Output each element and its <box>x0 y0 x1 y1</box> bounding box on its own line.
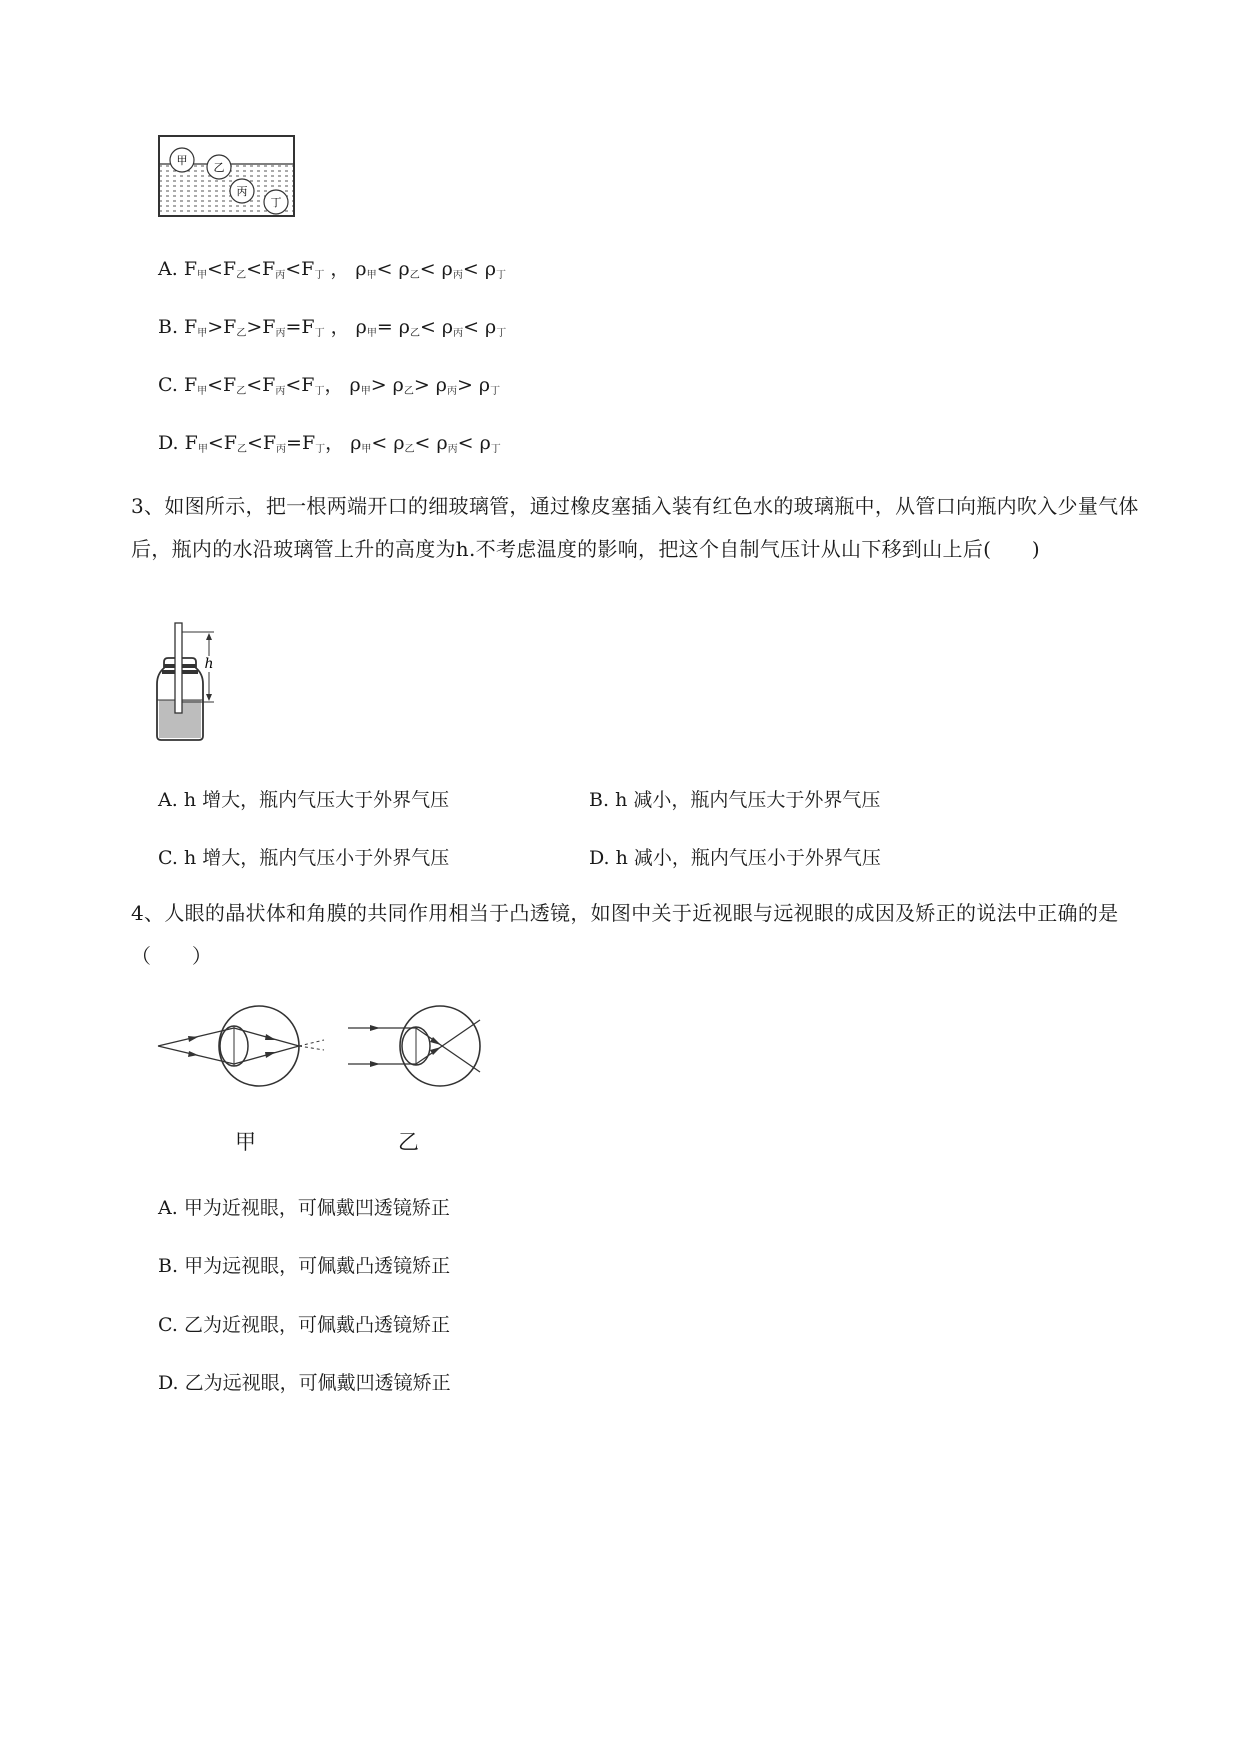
q4-stem: 4、人眼的晶状体和角膜的共同作用相当于凸透镜，如图中关于近视眼与远视眼的成因及矫正的说法中正确的是（ ） <box>131 901 1119 968</box>
option-text: h 增大，瓶内气压大于外界气压 <box>183 789 450 811</box>
q3-stem: 3、如图所示，把一根两端开口的细玻璃管，通过橡皮塞插入装有红色水的玻璃瓶中，从管口向瓶内吹入少量气体后，瓶内的水沿玻璃管上升的高度为h.不考虑温度的影响，把这个自制气压计从山下移到山上后( ) <box>131 494 1139 561</box>
option-subscript: 乙 <box>404 444 415 455</box>
option-subscript: 丙 <box>452 270 463 281</box>
option-letter: B. <box>158 316 185 338</box>
option-subscript: 乙 <box>236 386 247 397</box>
option-subscript: 丁 <box>314 328 325 339</box>
option-text: <F <box>207 258 237 280</box>
option-subscript: 丁 <box>496 270 506 281</box>
option-text: < ρ <box>419 258 453 280</box>
option-subscript: 乙 <box>409 270 420 281</box>
option-text: ， ρ <box>325 432 362 454</box>
figure-caption-yi: 乙 <box>398 1130 419 1154</box>
q3-option-a[interactable] <box>158 785 449 812</box>
option-letter: A. <box>158 789 178 811</box>
q4-option-d[interactable] <box>158 1368 451 1395</box>
option-letter: D. <box>158 1372 179 1394</box>
option-subscript: 丁 <box>315 444 326 455</box>
option-subscript: 丁 <box>314 270 325 281</box>
option-text: <F <box>207 374 237 396</box>
ball-label-ding: 丁 <box>270 196 282 209</box>
option-subscript: 乙 <box>236 270 247 281</box>
option-letter: D. <box>589 847 610 869</box>
q2-figure-tank <box>158 134 298 220</box>
option-text: <F <box>246 258 276 280</box>
option-subscript: 乙 <box>409 328 420 339</box>
option-subscript: 甲 <box>197 386 208 397</box>
option-subscript: 乙 <box>403 386 414 397</box>
option-text: <F <box>207 432 237 454</box>
option-subscript: 甲 <box>197 444 208 455</box>
option-text: < ρ <box>371 432 405 454</box>
option-text: ， ρ <box>324 258 367 280</box>
option-subscript: 丁 <box>314 386 325 397</box>
q2-option-c[interactable] <box>158 370 500 397</box>
q2-option-b[interactable] <box>158 312 506 339</box>
option-letter: A. <box>158 1197 178 1219</box>
option-text: ， ρ <box>324 316 367 338</box>
option-subscript: 丙 <box>446 386 457 397</box>
option-text: F <box>183 374 198 396</box>
option-text: 乙为远视眼，可佩戴凹透镜矫正 <box>184 1372 451 1394</box>
option-text: >F <box>207 316 237 338</box>
option-subscript: 丙 <box>453 328 464 339</box>
option-text: < ρ <box>376 258 410 280</box>
option-subscript: 丙 <box>275 386 286 397</box>
q3-option-d[interactable] <box>589 843 881 870</box>
q3-figure-barometer <box>150 622 230 744</box>
option-letter: B. <box>158 1255 179 1277</box>
ball-label-bing: 丙 <box>236 185 248 198</box>
option-text: F <box>183 258 197 280</box>
option-subscript: 甲 <box>197 270 207 281</box>
option-text: ， ρ <box>324 374 361 396</box>
ball-label-jia: 甲 <box>176 154 188 167</box>
q4-figure-eyes <box>154 990 494 1102</box>
option-subscript: 丙 <box>447 444 458 455</box>
h-label: h <box>204 656 214 672</box>
option-letter: C. <box>158 1314 178 1336</box>
option-subscript: 丙 <box>275 270 286 281</box>
option-text: > ρ <box>370 374 404 396</box>
q3-option-b[interactable] <box>589 785 880 812</box>
option-text: F <box>184 316 198 338</box>
option-text: <F <box>246 432 277 454</box>
option-letter: B. <box>589 789 610 811</box>
option-letter: A. <box>158 258 184 280</box>
option-text: > ρ <box>413 374 447 396</box>
option-subscript: 甲 <box>360 386 371 397</box>
option-text: >F <box>246 316 276 338</box>
option-subscript: 甲 <box>197 328 208 339</box>
option-subscript: 甲 <box>361 444 372 455</box>
option-letter: C. <box>158 847 178 869</box>
ball-label-yi: 乙 <box>213 161 225 174</box>
option-text: = ρ <box>376 316 410 338</box>
option-text: < ρ <box>414 432 448 454</box>
option-subscript: 甲 <box>366 270 377 281</box>
option-text: h 减小，瓶内气压小于外界气压 <box>615 847 881 869</box>
q4-option-a[interactable] <box>158 1193 450 1220</box>
option-text: =F <box>285 316 315 338</box>
option-text: < ρ <box>457 432 491 454</box>
option-text: <F <box>246 374 276 396</box>
option-text: <F <box>285 374 315 396</box>
option-subscript: 丙 <box>276 444 287 455</box>
option-text: 甲为远视眼，可佩戴凸透镜矫正 <box>184 1255 451 1277</box>
option-text: h 减小，瓶内气压大于外界气压 <box>615 789 881 811</box>
option-letter: C. <box>158 374 184 396</box>
option-text: =F <box>286 432 316 454</box>
option-subscript: 乙 <box>236 444 247 455</box>
option-letter: D. <box>158 432 185 454</box>
q4-option-c[interactable] <box>158 1310 450 1337</box>
option-subscript: 丁 <box>496 328 507 339</box>
option-text: h 增大，瓶内气压小于外界气压 <box>183 847 450 869</box>
option-subscript: 乙 <box>236 328 247 339</box>
q2-option-a[interactable] <box>158 254 506 281</box>
option-text: > ρ <box>456 374 491 396</box>
option-text: <F <box>285 258 315 280</box>
q3-option-c[interactable] <box>158 843 449 870</box>
q4-option-b[interactable] <box>158 1251 450 1278</box>
option-text: < ρ <box>463 316 497 338</box>
option-subscript: 甲 <box>366 328 377 339</box>
option-subscript: 丁 <box>490 444 501 455</box>
option-text: < ρ <box>462 258 496 280</box>
option-subscript: 丁 <box>490 386 501 397</box>
option-subscript: 丙 <box>275 328 286 339</box>
q2-option-d[interactable] <box>158 428 501 455</box>
option-text: 甲为近视眼，可佩戴凹透镜矫正 <box>183 1197 450 1219</box>
option-text: 乙为近视眼，可佩戴凸透镜矫正 <box>183 1314 450 1336</box>
figure-caption-jia: 甲 <box>235 1130 256 1154</box>
option-text: F <box>184 432 198 454</box>
option-text: < ρ <box>419 316 454 338</box>
